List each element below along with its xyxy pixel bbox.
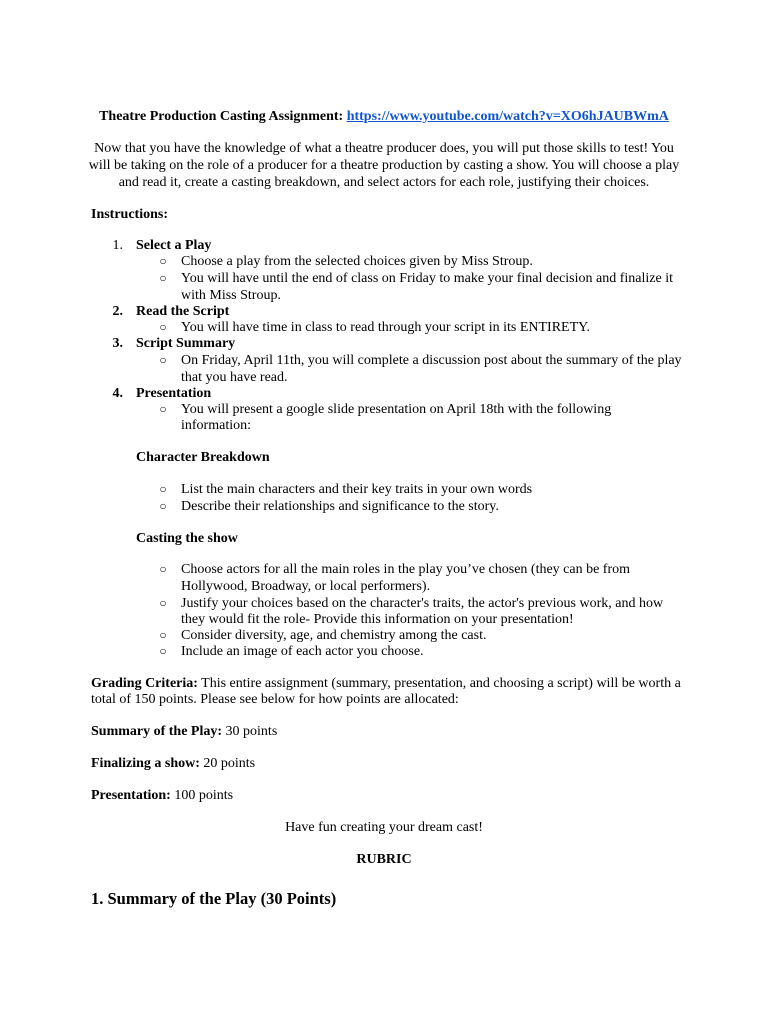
grading-label: Grading Criteria:: [91, 676, 198, 691]
casting-heading: Casting the show: [136, 531, 238, 546]
intro-line-2: will be taking on the role of a producer for a theatre production by casting a show. You will choose a play: [88, 158, 680, 173]
step-3-bullet-1: On Friday, April 11th, you will complete a discussion post about the summary of the play: [181, 353, 682, 368]
points-summary: Summary of the Play: 30 points: [91, 724, 278, 739]
breakdown-bullet-1: List the main characters and their key traits in your own words: [181, 482, 533, 497]
casting-bullet-1: Choose actors for all the main roles in the play you’ve chosen (they can be from: [181, 562, 631, 577]
bullet-icon: ○: [159, 482, 167, 496]
breakdown-bullet-2: Describe their relationships and significance to the story.: [181, 499, 499, 514]
character-breakdown-heading: Character Breakdown: [136, 450, 270, 465]
casting-bullet-2-cont: they would fit the role- Provide this information on your presentation!: [181, 612, 574, 627]
bullet-icon: ○: [159, 499, 167, 513]
closing-line: Have fun creating your dream cast!: [285, 820, 483, 835]
instructions-heading: Instructions:: [91, 207, 169, 222]
points-presentation: Presentation: 100 points: [91, 788, 234, 803]
step-2-bullet-1: You will have time in class to read through your script in its ENTIRETY.: [181, 320, 590, 335]
step-1-title: Select a Play: [136, 238, 212, 253]
step-3-bullet-1-cont: that you have read.: [181, 370, 288, 385]
casting-bullet-1-cont: Hollywood, Broadway, or local performers).: [181, 579, 431, 594]
step-1-bullet-2: You will have until the end of class on Friday to make your final decision and finalize it: [181, 271, 673, 286]
bullet-icon: ○: [159, 271, 167, 285]
step-2-number: 2.: [112, 304, 123, 319]
bullet-icon: ○: [159, 628, 167, 642]
step-3-title: Script Summary: [136, 336, 236, 351]
casting-bullet-4: Include an image of each actor you choose.: [181, 644, 424, 659]
grading-criteria-line-2: total of 150 points. Please see below for how points are allocated:: [91, 692, 459, 707]
bullet-icon: ○: [159, 353, 167, 367]
casting-bullet-3: Consider diversity, age, and chemistry among the cast.: [181, 628, 487, 643]
intro-line-1: Now that you have the knowledge of what a theatre producer does, you will put those skills to test! You: [94, 141, 674, 156]
step-1-bullet-1: Choose a play from the selected choices given by Miss Stroup.: [181, 254, 533, 269]
step-4-title: Presentation: [136, 386, 212, 401]
casting-bullet-2: Justify your choices based on the character's traits, the actor's previous work, and how: [181, 596, 664, 611]
bullet-icon: ○: [159, 254, 167, 268]
assignment-title: [0, 108, 768, 125]
step-1-bullet-2-cont: with Miss Stroup.: [181, 288, 281, 303]
intro-line-3: and read it, create a casting breakdown, and select actors for each role, justifying their choices.: [118, 175, 650, 190]
points-finalizing: Finalizing a show: 20 points: [91, 756, 256, 771]
step-2-title: Read the Script: [136, 304, 230, 319]
grading-criteria-line-1: [91, 675, 681, 692]
step-1-number: 1.: [112, 238, 123, 253]
step-4-bullet-1-cont: information:: [181, 418, 251, 433]
bullet-icon: ○: [159, 402, 167, 416]
rubric-heading: RUBRIC: [356, 852, 412, 867]
bullet-icon: ○: [159, 644, 167, 658]
grading-text-1: This entire assignment (summary, presentation, and choosing a script) will be worth a: [197, 676, 681, 691]
youtube-link[interactable]: https://www.youtube.com/watch?v=XO6hJAUBWmA: [346, 109, 669, 124]
title-label: Theatre Production Casting Assignment:: [99, 109, 344, 124]
bullet-icon: ○: [159, 320, 167, 334]
step-4-number: 4.: [112, 386, 123, 401]
step-3-number: 3.: [112, 336, 123, 351]
rubric-section-heading: 1. Summary of the Play (30 Points): [91, 889, 337, 908]
bullet-icon: ○: [159, 562, 167, 576]
bullet-icon: ○: [159, 596, 167, 610]
step-4-bullet-1: You will present a google slide presentation on April 18th with the following: [181, 402, 612, 417]
